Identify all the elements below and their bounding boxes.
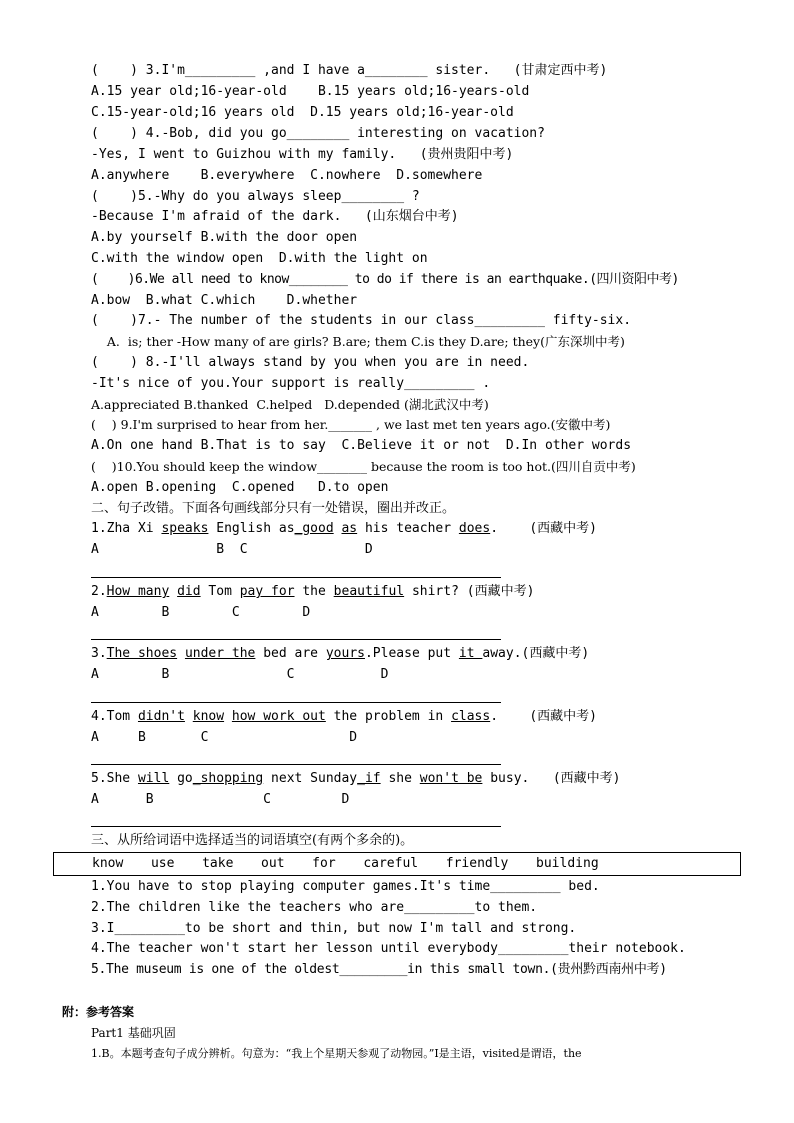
correction-item-1-labels: A B C D bbox=[91, 542, 373, 557]
question-10: ( )10.You should keep the window________ because the room is too hot.(四川自贡中考) bbox=[91, 459, 636, 474]
underlined-a: How many bbox=[106, 584, 170, 599]
correction-item-1: 1.Zha Xi speaks English as_good as his teacher does. (西藏中考) bbox=[91, 521, 597, 536]
correction-item-4: 4.Tom didn't know how work out the problem in class. (西藏中考) bbox=[91, 709, 597, 724]
question-8-options: A.appreciated B.thanked C.helped D.depended (湖北武汉中考) bbox=[91, 397, 489, 412]
question-3-options-cd: C.15-year-old;16 years old D.15 years old;16-year-old bbox=[91, 105, 514, 120]
underlined-a: didn't bbox=[137, 709, 185, 724]
correction-item-5: 5.She will go_shopping next Sunday_if she won't be busy. (西藏中考) bbox=[91, 771, 621, 786]
question-10-options: A.open B.opening C.opened D.to open bbox=[91, 480, 389, 495]
underlined-a: will bbox=[137, 771, 170, 786]
question-4-options: A.anywhere B.everywhere C.nowhere D.somewhere bbox=[91, 168, 483, 183]
fill-in-item-3: 3.I_________to be short and thin, but now I'm tall and strong. bbox=[91, 921, 577, 936]
underlined-d: beautiful bbox=[333, 584, 405, 599]
underlined-b: under the bbox=[184, 646, 256, 661]
fill-in-item-2: 2.The children like the teachers who are_________to them. bbox=[91, 900, 538, 915]
underlined-a: speaks bbox=[161, 521, 209, 536]
question-5: ( )5.-Why do you always sleep________ ? bbox=[91, 189, 420, 204]
underlined-d: won't be bbox=[419, 771, 483, 786]
underlined-d: does bbox=[458, 521, 491, 536]
question-8-reply: -It's nice of you.Your support is really_________ . bbox=[91, 376, 491, 391]
appendix-title: 附：参考答案 bbox=[62, 1005, 135, 1019]
question-3: ( ) 3.I'm_________ ,and I have a________ sister. (甘肃定西中考) bbox=[91, 63, 608, 78]
question-5-options-ab: A.by yourself B.with the door open bbox=[91, 230, 358, 245]
answer-line-4[interactable] bbox=[91, 764, 501, 765]
correction-item-2: 2.How many did Tom pay for the beautiful shirt? (西藏中考) bbox=[91, 584, 535, 599]
section-3-heading: 三、从所给词语中选择适当的词语填空(有两个多余的)。 bbox=[91, 833, 414, 848]
correction-item-3-labels: A B C D bbox=[91, 667, 389, 682]
word-box bbox=[53, 852, 741, 876]
fill-in-item-5: 5.The museum is one of the oldest_________in this small town.(贵州黔西南州中考) bbox=[91, 962, 667, 977]
word-box-words: know use take out for careful friendly building bbox=[92, 856, 599, 871]
answer-line-2[interactable] bbox=[91, 639, 501, 640]
answer-line-3[interactable] bbox=[91, 702, 501, 703]
question-3-options-ab: A.15 year old;16-year-old B.15 years old;16-years-old bbox=[91, 84, 530, 99]
correction-item-4-labels: A B C D bbox=[91, 730, 358, 745]
underlined-b: _good bbox=[294, 521, 334, 536]
underlined-b: did bbox=[177, 584, 201, 599]
underlined-b: _shopping bbox=[192, 771, 264, 786]
question-6: ( )6.We all need to know________ to do if there is an earthquake.(四川资阳中考) bbox=[91, 272, 679, 287]
underlined-c: pay for bbox=[239, 584, 295, 599]
correction-item-5-labels: A B C D bbox=[91, 792, 350, 807]
underlined-d: it bbox=[458, 646, 483, 661]
underlined-c: yours bbox=[325, 646, 365, 661]
question-4-reply: -Yes, I went to Guizhou with my family. (贵州贵阳中考) bbox=[91, 147, 514, 162]
question-5-options-cd: C.with the window open D.with the light on bbox=[91, 251, 428, 266]
underlined-b: know bbox=[192, 709, 225, 724]
underlined-a: The shoes bbox=[106, 646, 178, 661]
underlined-c: _if bbox=[357, 771, 381, 786]
fill-in-item-1: 1.You have to stop playing computer games.It's time_________ bed. bbox=[91, 879, 600, 894]
answer-line-1[interactable] bbox=[91, 577, 501, 578]
question-5-reply: -Because I'm afraid of the dark. (山东烟台中考) bbox=[91, 209, 459, 224]
underlined-c: how work out bbox=[231, 709, 326, 724]
answer-1-explanation: 1.B。本题考查句子成分辨析。句意为：“我上个星期天参观了动物园。”I是主语，visited是谓语，the bbox=[91, 1047, 582, 1060]
question-8: ( ) 8.-I'll always stand by you when you are in need. bbox=[91, 355, 530, 370]
question-9: ( ) 9.I'm surprised to hear from her._______ , we last met ten years ago.(安徽中考) bbox=[91, 417, 611, 432]
appendix-part-heading: Part1 基础巩固 bbox=[91, 1026, 176, 1040]
answer-line-5[interactable] bbox=[91, 826, 501, 827]
correction-item-3: 3.The shoes under the bed are yours.Please put it away.(西藏中考) bbox=[91, 646, 590, 661]
question-6-options: A.bow B.what C.which D.whether bbox=[91, 293, 358, 308]
question-4: ( ) 4.-Bob, did you go________ interesting on vacation? bbox=[91, 126, 545, 141]
question-7: ( )7.- The number of the students in our class_________ fifty-six. bbox=[91, 313, 632, 328]
fill-in-item-4: 4.The teacher won't start her lesson until everybody_________their notebook. bbox=[91, 941, 686, 956]
question-9-options: A.On one hand B.That is to say C.Believe it or not D.In other words bbox=[91, 438, 632, 453]
correction-item-2-labels: A B C D bbox=[91, 605, 311, 620]
section-2-heading: 二、句子改错。下面各句画线部分只有一处错误，圈出并改正。 bbox=[91, 501, 456, 516]
question-7-options: A. is; ther -How many of are girls? B.are; them C.is they D.are; they(广东深圳中考) bbox=[91, 334, 625, 349]
underlined-d: class bbox=[451, 709, 491, 724]
underlined-c: as bbox=[341, 521, 358, 536]
